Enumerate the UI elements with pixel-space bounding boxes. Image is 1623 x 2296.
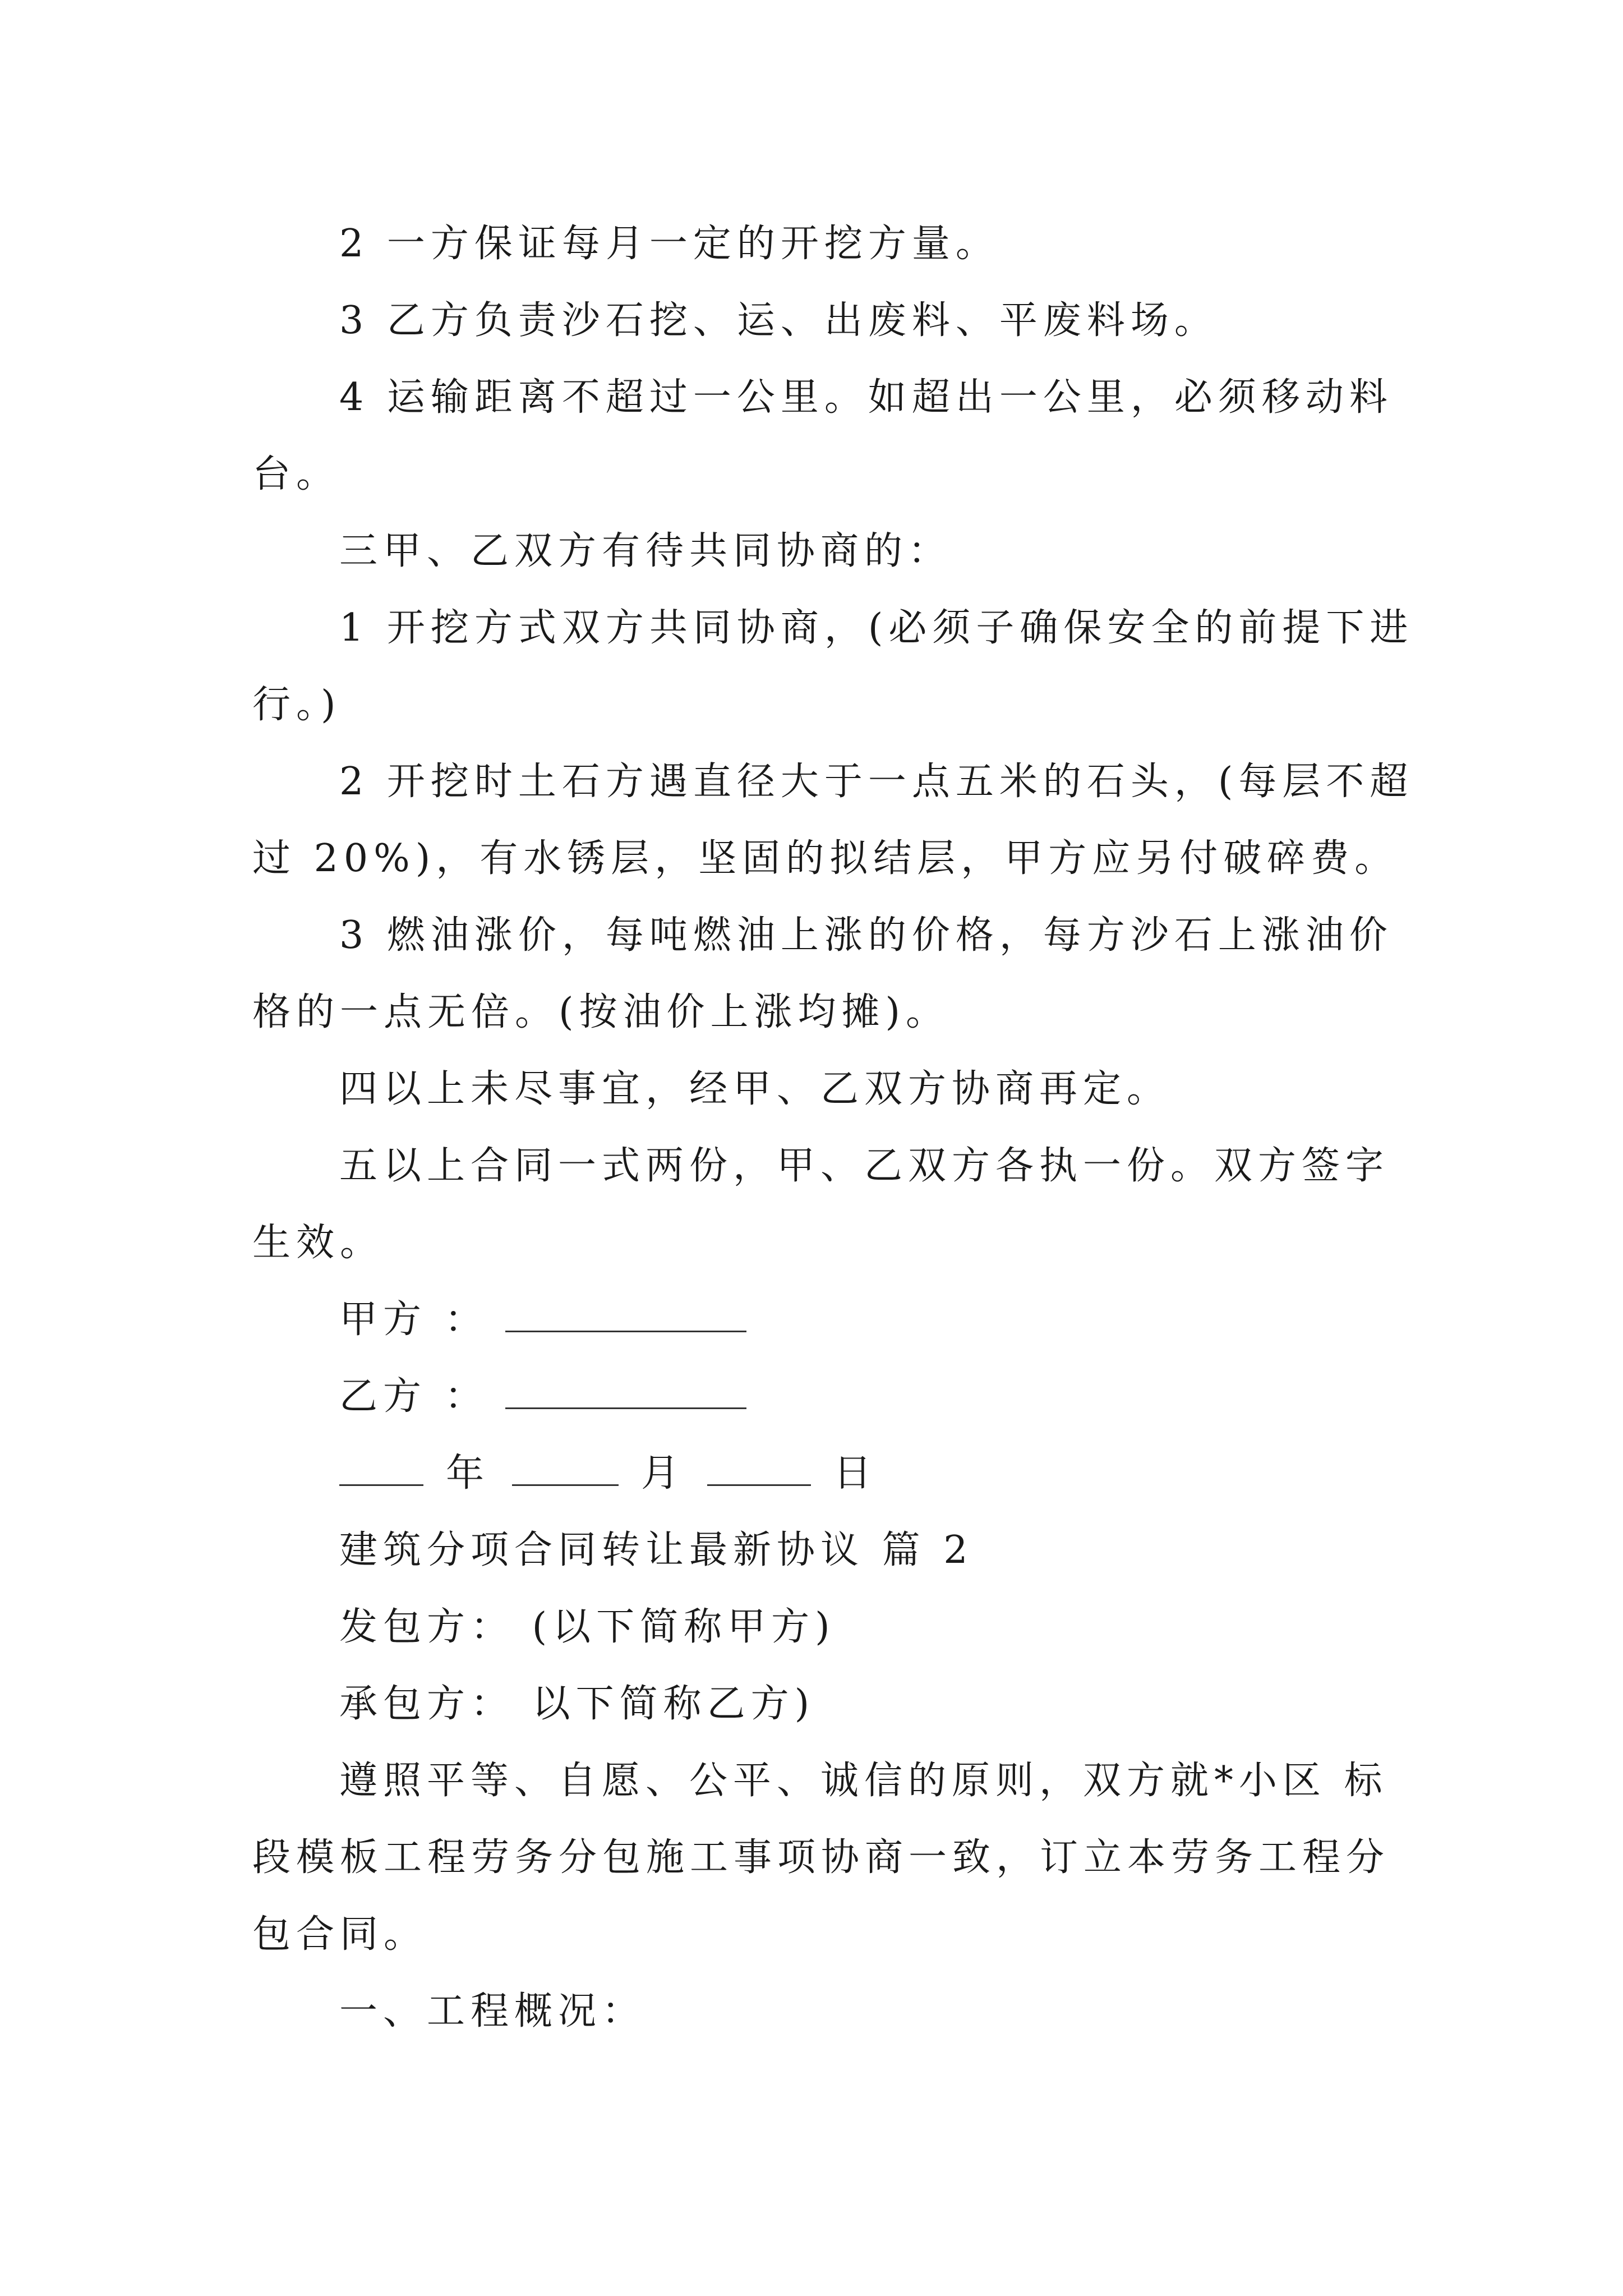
party-b-label: 乙方 ： xyxy=(339,1374,488,1419)
party-b-blank xyxy=(505,1385,746,1409)
month-blank xyxy=(512,1462,619,1486)
section-title: 建筑分项合同转让最新协议 篇 2 xyxy=(339,1528,974,1572)
paragraph: 2 一方保证每月一定的开挖方量。 xyxy=(339,222,999,266)
paragraph: 2 开挖时土石方遇直径大于一点五米的石头，(每层不超 xyxy=(339,760,1414,804)
paragraph-continuation: 台。 xyxy=(252,452,340,496)
party-b-signature xyxy=(339,1374,746,1419)
day-blank xyxy=(707,1462,811,1486)
party-a-signature xyxy=(339,1297,746,1342)
party-a-label: 甲方 ： xyxy=(339,1297,488,1342)
day-label: 日 xyxy=(833,1451,878,1496)
paragraph: 遵照平等、自愿、公平、诚信的原则，双方就*小区 标 xyxy=(339,1759,1388,1803)
year-blank xyxy=(339,1462,423,1486)
paragraph-continuation: 过 20%)，有水锈层，坚固的拟结层，甲方应另付破碎费。 xyxy=(252,836,1399,881)
paragraph-continuation: 格的一点无倍。(按油价上涨均摊)。 xyxy=(252,990,950,1034)
paragraph: 四以上未尽事宜，经甲、乙双方协商再定。 xyxy=(339,1067,1171,1111)
paragraph: 3 燃油涨价，每吨燃油上涨的价格，每方沙石上涨油价 xyxy=(339,913,1393,958)
paragraph: 1 开挖方式双方共同协商，(必须子确保安全的前提下进 xyxy=(339,606,1414,650)
section-heading: 一、工程概况： xyxy=(339,1989,646,2033)
paragraph: 五以上合同一式两份，甲、乙双方各执一份。双方签字 xyxy=(339,1144,1390,1188)
paragraph-continuation: 生效。 xyxy=(252,1221,384,1265)
paragraph-continuation: 行。) xyxy=(252,683,342,727)
date-line xyxy=(339,1451,877,1496)
paragraph-continuation: 段模板工程劳务分包施工事项协商一致，订立本劳务工程分 xyxy=(252,1835,1390,1880)
paragraph: 4 运输距离不超过一公里。如超出一公里，必须移动料 xyxy=(339,375,1393,420)
month-label: 月 xyxy=(641,1451,685,1496)
issuer-line: 发包方： (以下简称甲方) xyxy=(339,1605,836,1649)
year-label: 年 xyxy=(446,1451,490,1496)
paragraph: 3 乙方负责沙石挖、运、出废料、平废料场。 xyxy=(339,298,1218,343)
party-a-blank xyxy=(505,1308,746,1332)
contractor-line: 承包方： 以下简称乙方) xyxy=(339,1682,815,1726)
section-heading: 三甲、乙双方有待共同协商的： xyxy=(339,529,952,573)
paragraph-continuation: 包合同。 xyxy=(252,1912,428,1957)
